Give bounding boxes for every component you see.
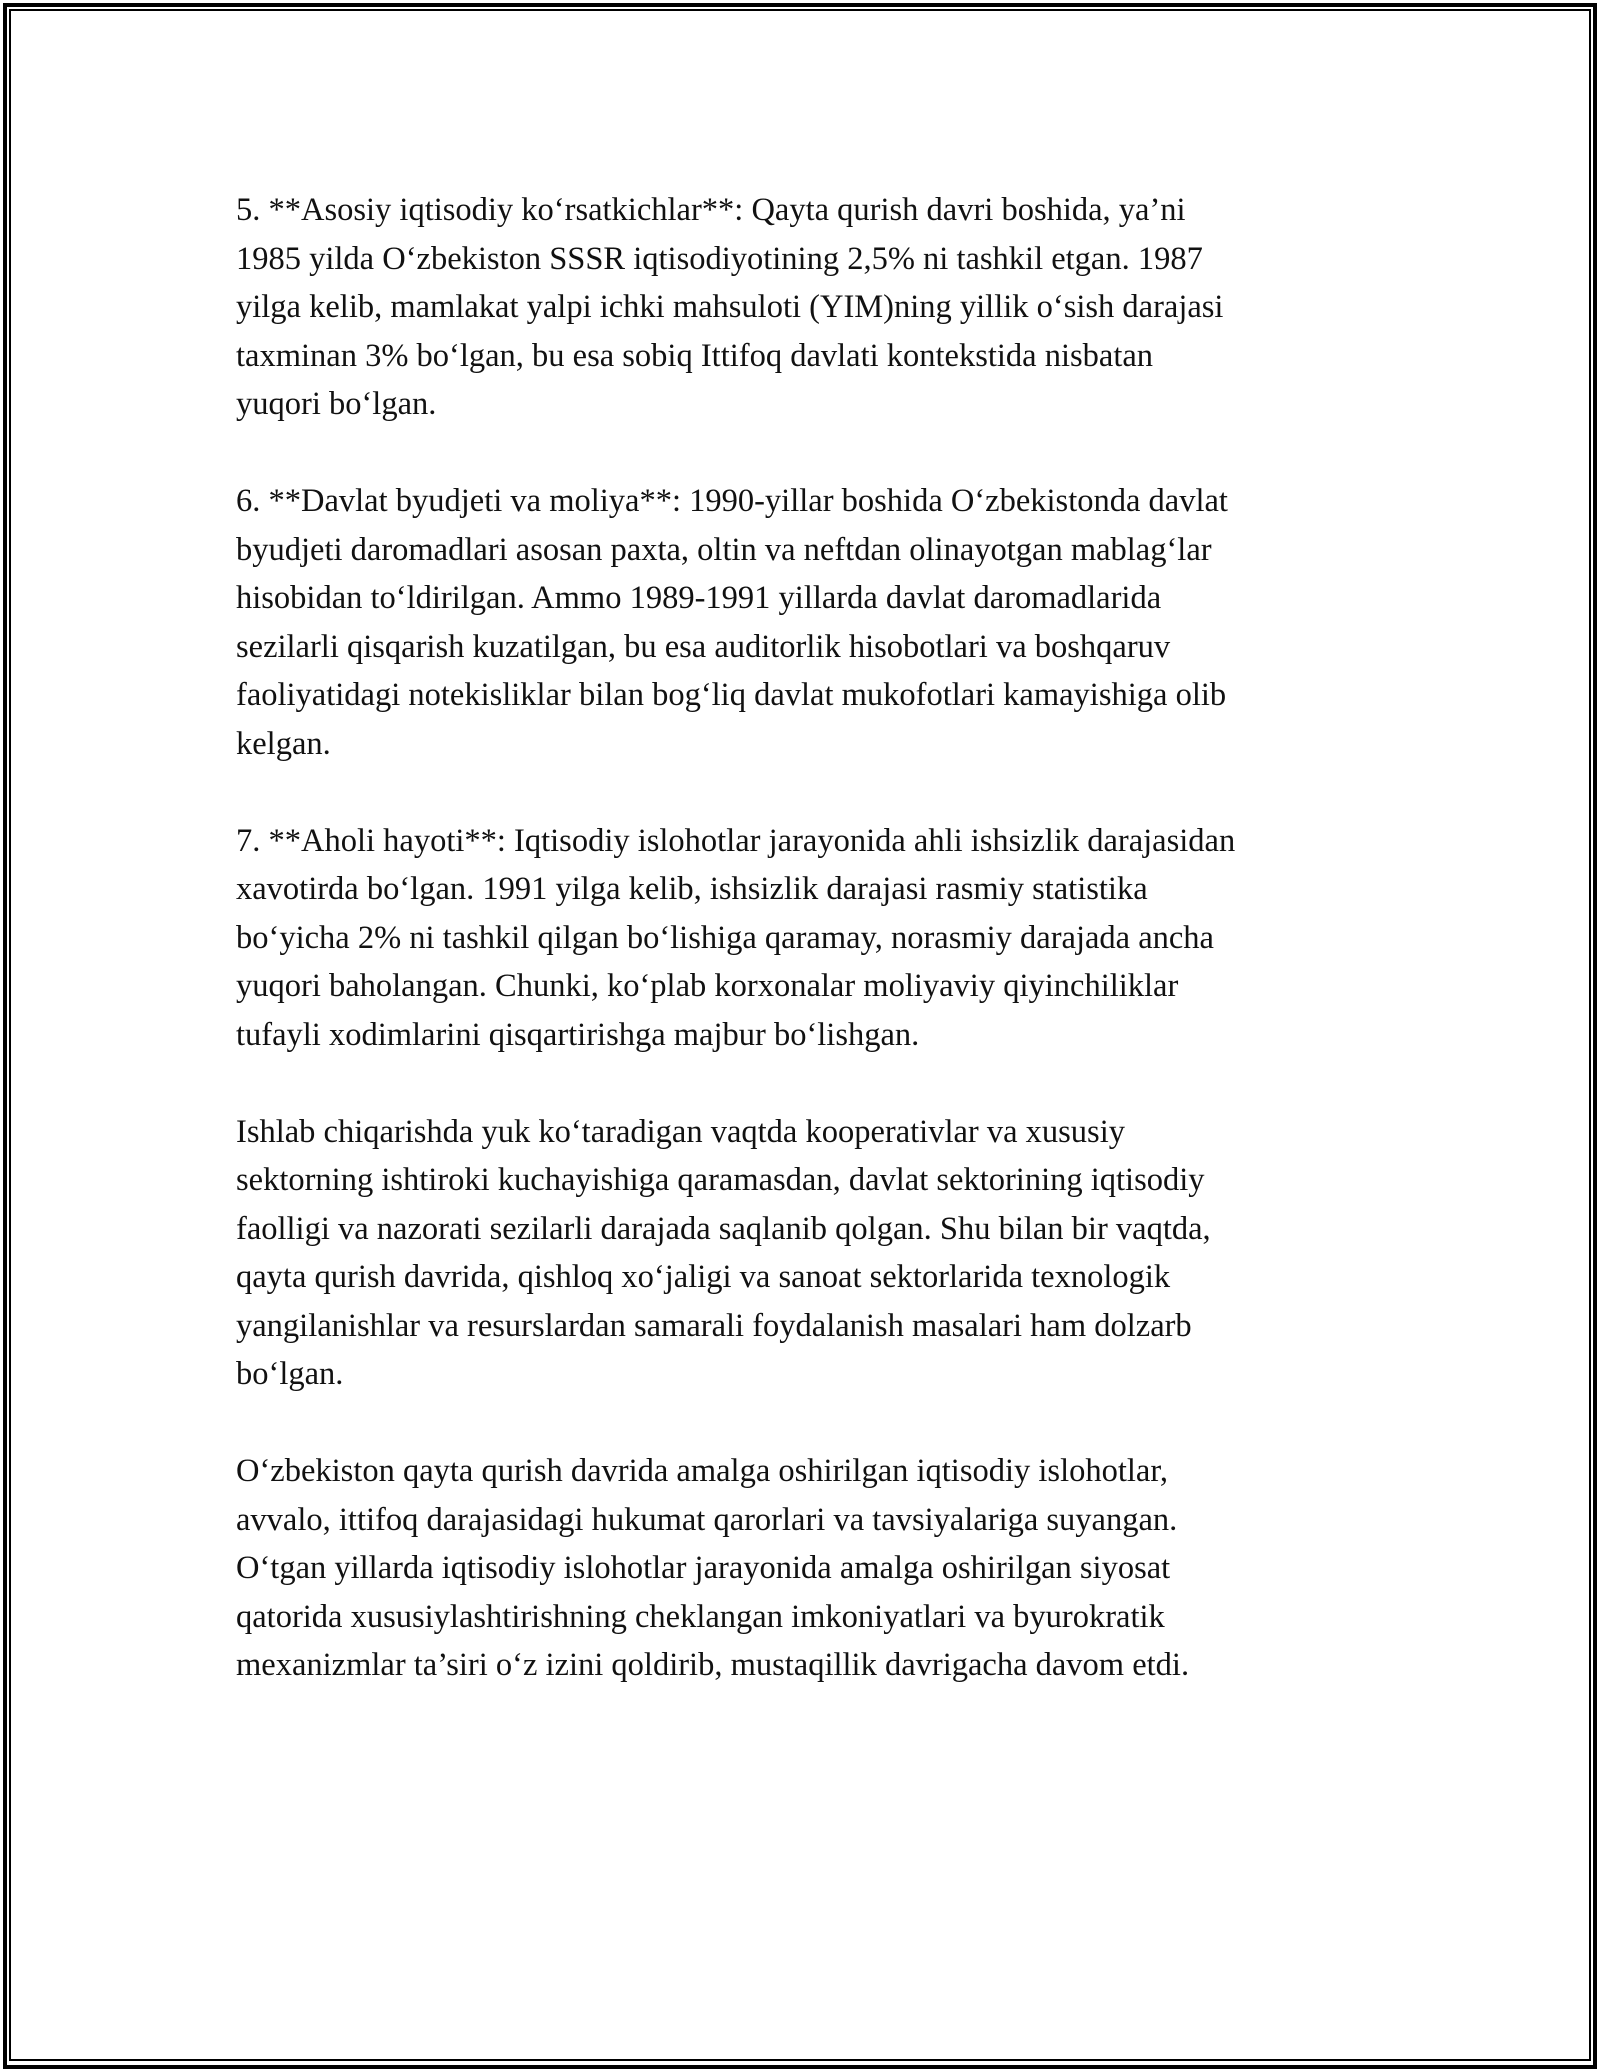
text-line: 1985 yilda O‘zbekiston SSSR iqtisodiyotining 2,5% ni tashkil etgan. 1987 — [236, 240, 1203, 277]
text-line: bo‘lgan. — [236, 1356, 344, 1392]
text-line: yuqori bo‘lgan. — [236, 386, 437, 422]
text-line: faolligi va nazorati sezilarli darajada saqlanib qolgan. Shu bilan bir vaqtda, — [236, 1210, 1211, 1247]
text-line: kelgan. — [236, 725, 331, 762]
paragraph-conclusion — [236, 1447, 1386, 1690]
text-line: faoliyatidagi notekisliklar bilan bog‘liq davlat mukofotlari kamayishiga olib — [236, 677, 1227, 713]
text-line: tufayli xodimlarini qisqartirishga majbur bo‘lishgan. — [236, 1016, 920, 1053]
text-line: avvalo, ittifoq darajasidagi hukumat qarorlari va tavsiyalariga suyangan. — [236, 1501, 1178, 1538]
text-line: bo‘yicha 2% ni tashkil qilgan bo‘lishiga qaramay, norasmiy darajada ancha — [236, 919, 1214, 956]
text-line: qayta qurish davrida, qishloq xo‘jaligi va sanoat sektorlarida texnologik — [236, 1259, 1171, 1295]
paragraph-production-sector — [236, 1108, 1386, 1399]
text-line: Ishlab chiqarishda yuk ko‘taradigan vaqtda kooperativlar va xususiy — [236, 1113, 1125, 1150]
text-line: O‘tgan yillarda iqtisodiy islohotlar jarayonida amalga oshirilgan siyosat — [236, 1550, 1171, 1586]
text-line: 7. **Aholi hayoti**: Iqtisodiy islohotlar jarayonida ahli ishsizlik darajasidan — [236, 822, 1236, 859]
text-line: sektorning ishtiroki kuchayishiga qaramasdan, davlat sektorining iqtisodiy — [236, 1162, 1205, 1198]
paragraph-state-budget — [236, 477, 1386, 768]
document-body — [236, 186, 1386, 1738]
paragraph-economic-indicators — [236, 186, 1386, 429]
text-line: sezilarli qisqarish kuzatilgan, bu esa auditorlik hisobotlari va boshqaruv — [236, 628, 1171, 665]
text-line: O‘zbekiston qayta qurish davrida amalga oshirilgan iqtisodiy islohotlar, — [236, 1453, 1168, 1489]
text-line: 5. **Asosiy iqtisodiy ko‘rsatkichlar**: Qayta qurish davri boshida, ya’ni — [236, 192, 1186, 228]
paragraph-population-life — [236, 817, 1386, 1060]
text-line: byudjeti daromadlari asosan paxta, oltin va neftdan olinayotgan mablag‘lar — [236, 531, 1212, 568]
text-line: hisobidan to‘ldirilgan. Ammo 1989-1991 yillarda davlat daromadlarida — [236, 580, 1162, 616]
text-line: taxminan 3% bo‘lgan, bu esa sobiq Ittifoq davlati kontekstida nisbatan — [236, 337, 1154, 374]
text-line: 6. **Davlat byudjeti va moliya**: 1990-yillar boshida O‘zbekistonda davlat — [236, 483, 1228, 519]
text-line: xavotirda bo‘lgan. 1991 yilga kelib, ishsizlik darajasi rasmiy statistika — [236, 871, 1148, 907]
text-line: yuqori baholangan. Chunki, ko‘plab korxonalar moliyaviy qiyinchiliklar — [236, 968, 1179, 1004]
text-line: qatorida xususiylashtirishning cheklangan imkoniyatlari va byurokratik — [236, 1598, 1165, 1635]
text-line: yangilanishlar va resurslardan samarali foydalanish masalari ham dolzarb — [236, 1307, 1192, 1344]
text-line: mexanizmlar ta’siri o‘z izini qoldirib, mustaqillik davrigacha davom etdi. — [236, 1647, 1190, 1683]
text-line: yilga kelib, mamlakat yalpi ichki mahsuloti (YIM)ning yillik o‘sish darajasi — [236, 289, 1224, 325]
